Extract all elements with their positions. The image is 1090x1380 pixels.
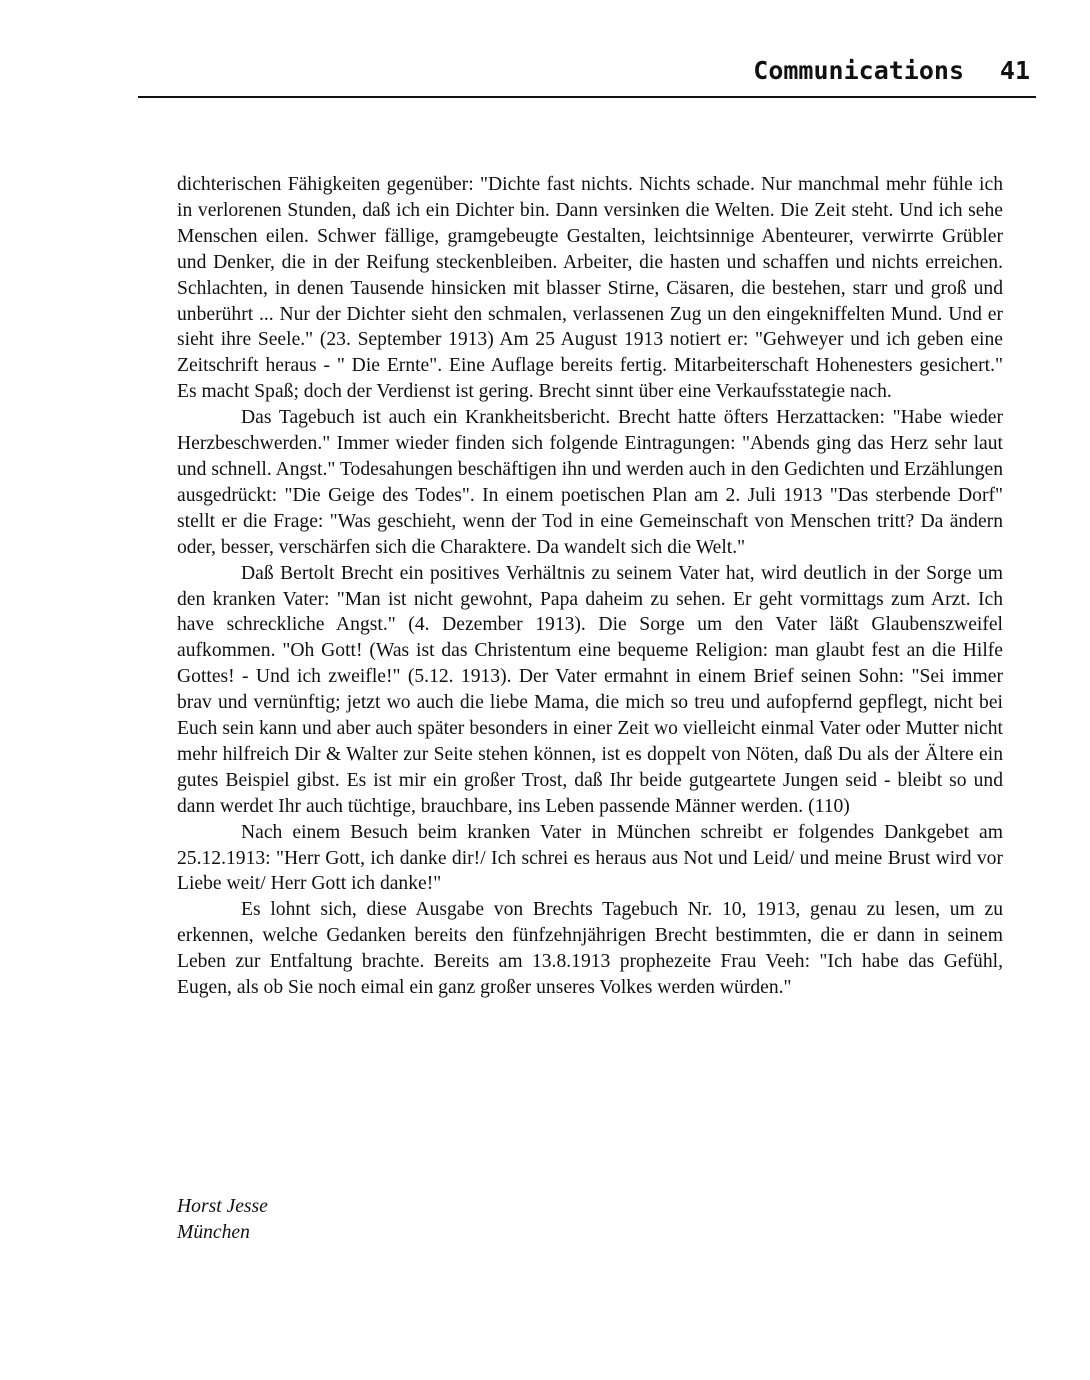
paragraph-3: Daß Bertolt Brecht ein positives Verhältnis zu seinem Vater hat, wird deutlich in der Sorge um den kranken Vater: "Man ist nicht gewohnt, Papa daheim zu sehen. Er geht vormittags zum Arzt. Ich have schreckliche Angst." (4. Dezember 1913). Die Sorge um den Vater läßt Glaubenszweifel aufkommen. "Oh Gott! (Was ist das Christentum eine bequeme Religion: man glaubt fest an die Hilfe Gottes! - Und ich zweifle!" (5.12. 1913). Der Vater ermahnt in einem Brief seinen Sohn: "Sei immer brav und vernünftig; jetzt wo auch die liebe Mama, die mich so treu und aufopfernd gepflegt, nicht bei Euch sein kann und aber auch später besonders in einer Zeit wo vielleicht einmal Vater oder Mutter nicht mehr hilfreich Dir & Walter zur Seite stehen können, ist es doppelt von Nöten, daß Du als der Ältere ein gutes Beispiel gibst. Es ist mir ein großer Trost, daß Ihr beide gutgeartete Jungen seid - bleibt so und dann werdet Ihr auch tüchtige, brauchbare, ins Leben passende Männer werden. (110) xyxy=(177,562,1003,817)
paragraph-5: Es lohnt sich, diese Ausgabe von Brechts Tagebuch Nr. 10, 1913, genau zu lesen, um zu erkennen, welche Gedanken bereits den fünfzehnjährigen Brecht bestimmten, die er dann in seinem Leben zur Entfaltung brachte. Bereits am 13.8.1913 prophezeite Frau Veeh: "Ich habe das Gefühl, Eugen, als ob Sie noch eimal ein ganz großer unseres Volkes werden würden." xyxy=(177,899,1003,999)
paragraph-2: Das Tagebuch ist auch ein Krankheitsbericht. Brecht hatte öfters Herzattacken: "Habe wieder Herzbeschwerden." Immer wieder finden sich folgende Eintragungen: "Abends ging das Herz sehr laut und schnell. Angst." Todesahungen beschäftigen ihn und werden auch in den Gedichten und Erzählungen ausgedrückt: "Die Geige des Todes". In einem poetischen Plan am 2. Juli 1913 "Das sterbende Dorf" stellt er die Frage: "Was geschieht, wenn der Tod in eine Gemeinschaft von Menschen tritt? Da ändern oder, besser, verschärfen sich die Charaktere. Da wandelt sich die Welt." xyxy=(177,407,1003,558)
signature-block xyxy=(177,1194,268,1246)
paragraph-4: Nach einem Besuch beim kranken Vater in München schreibt er folgendes Dankgebet am 25.12.1913: "Herr Gott, ich danke dir!/ Ich schrei es heraus aus Not und Leid/ und meine Brust wird vor Liebe weit/ Herr Gott ich danke!" xyxy=(177,821,1003,895)
author-name: Horst Jesse xyxy=(177,1196,268,1217)
article-body xyxy=(177,172,1003,1001)
page-number: 41 xyxy=(999,56,1030,85)
author-place: München xyxy=(177,1222,250,1243)
running-header xyxy=(138,52,1036,98)
paragraph-1: dichterischen Fähigkeiten gegenüber: "Dichte fast nichts. Nichts schade. Nur manchmal mehr fühle ich in verlorenen Stunden, daß ich ein Dichter bin. Dann versinken die Welten. Die Zeit steht. Und ich sehe Menschen eilen. Schwer fällige, gramgebeugte Gestalten, leichtsinnige Abenteurer, verwirrte Grübler und Denker, die in der Reifung steckenbleiben. Arbeiter, die hasten und schaffen und nichts erreichen. Schlachten, in denen Tausende hinsicken mit blasser Stirne, Cäsaren, die bestehen, starr und groß und unberührt ... Nur der Dichter sieht den schmalen, verlassenen Zug un den eingekniffelten Mund. Und er sieht ihre Seele." (23. September 1913) Am 25 August 1913 notiert er: "Gehweyer und ich geben eine Zeitschrift heraus - " Die Ernte". Eine Auflage bereits fertig. Mitarbeiterschaft Hohenesters gesichert." Es macht Spaß; doch der Verdienst ist gering. Brecht sinnt über eine Verkaufsstategie nach. xyxy=(177,174,1003,403)
journal-section-title: Communications xyxy=(753,56,964,85)
